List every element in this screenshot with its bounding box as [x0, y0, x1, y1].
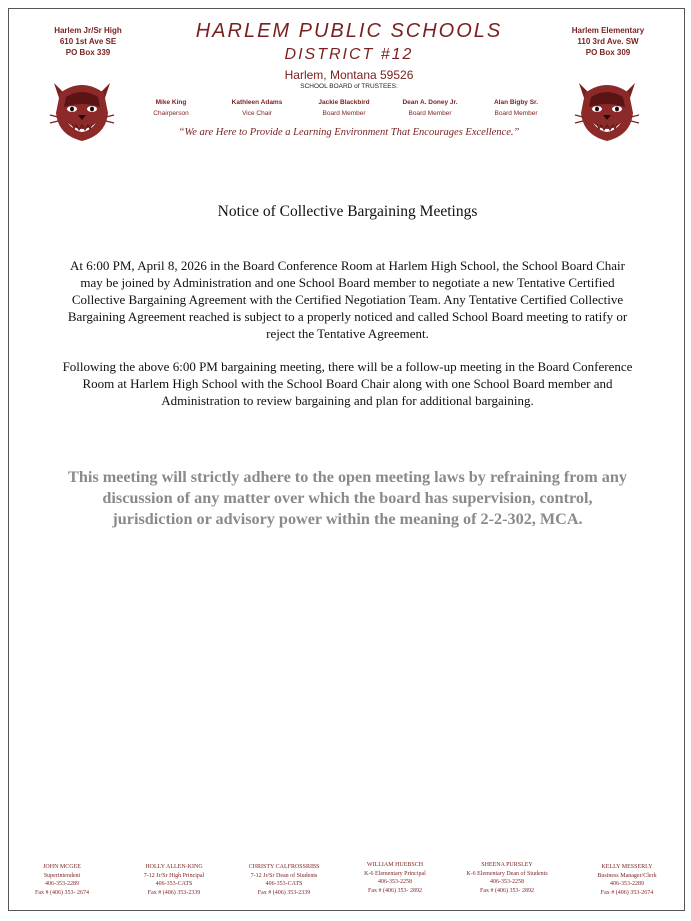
staff-name: SHEENA PURSLEY [481, 862, 533, 868]
right-school-address [553, 25, 663, 58]
staff-phone: 406-353-CATS [265, 881, 303, 887]
staff-title: Business Manager/Clerk [597, 872, 657, 879]
trustee [217, 97, 297, 119]
trustee-role: Board Member [322, 110, 366, 117]
trustee-name: Dean A. Doney Jr. [402, 99, 458, 106]
trustee [131, 97, 211, 119]
staff-title: 7-12 Jr/Sr High Principal [143, 872, 205, 879]
trustee [390, 97, 470, 119]
left-school-street: 610 1st Ave SE [59, 37, 117, 46]
staff-contact [119, 863, 229, 897]
left-school-po-box: PO Box 339 [65, 48, 111, 57]
city-line: Harlem, Montana 59526 [284, 68, 414, 82]
motto: “We are Here to Provide a Learning Environment That Encourages Excellence.” [178, 127, 520, 138]
staff-contact [572, 863, 682, 897]
trustee-name: Mike King [155, 99, 187, 106]
staff-fax: Fax # (406) 353-2674 [600, 889, 654, 896]
school-title: HARLEM PUBLIC SCHOOLS [195, 20, 503, 42]
staff-title: K-6 Elementary Dean of Students [466, 870, 548, 877]
staff-name: WILLIAM HUEBSCH [366, 862, 424, 868]
staff-name: JOHN MCGEE [43, 864, 81, 870]
letterhead-page [8, 8, 685, 911]
wildcat-logo-icon [571, 73, 643, 145]
staff-contact [340, 861, 450, 895]
staff-phone: 406-353-CATS [155, 881, 193, 887]
staff-contact [7, 863, 117, 897]
staff-phone: 406-353-2258 [378, 879, 412, 885]
trustee [476, 97, 556, 119]
staff-phone: 406-353-2258 [490, 879, 524, 885]
trustee-name: Alan Bigby Sr. [493, 99, 539, 106]
staff-contact [229, 863, 339, 897]
staff-fax: Fax # (406) 353-2339 [147, 889, 201, 896]
staff-title: Superintendent [43, 872, 81, 879]
staff-title: K-6 Elementary Principal [364, 870, 426, 877]
staff-name: HOLLY ALLEN-KING [145, 864, 203, 870]
trustee-name: Jackie Blackbird [318, 99, 370, 106]
trustee-role: Board Member [408, 110, 452, 117]
trustee [304, 97, 384, 119]
left-school-name: Harlem Jr/Sr High [54, 26, 122, 35]
right-school-street: 110 3rd Ave. SW [577, 37, 639, 46]
wildcat-logo-icon [46, 73, 118, 145]
staff-name: CHRISTY CALFROSSRIBS [248, 864, 320, 870]
notice-paragraph: Following the above 6:00 PM bargaining meeting, there will be a follow-up meeting in the Board Conference Room at Harlem High School with the School Board Chair along with one School Board member and Administration to review bargaining and plan for additional bargaining. [62, 359, 633, 408]
staff-contact [452, 861, 562, 895]
open-meeting-disclaimer: This meeting will strictly adhere to the open meeting laws by refraining from any discussion of any matter over which the board has supervision, control, jurisdiction or advisory power within the meaning of 2-2-302, MCA. [68, 468, 627, 528]
district-title: DISTRICT #12 [284, 46, 414, 63]
trustee-role: Board Member [494, 110, 538, 117]
staff-fax: Fax # (406) 353- 2674 [35, 889, 89, 896]
staff-phone: 406-353-2289 [45, 881, 79, 887]
staff-name: KELLY MESSERLY [601, 864, 653, 870]
right-school-po-box: PO Box 309 [585, 48, 631, 57]
left-school-address [33, 25, 143, 58]
right-school-name: Harlem Elementary [571, 26, 645, 35]
staff-fax: Fax # (406) 353-2339 [257, 889, 311, 896]
trustee-name: Kathleen Adams [231, 99, 283, 106]
staff-fax: Fax # (406) 353- 2892 [480, 887, 534, 894]
notice-paragraph: At 6:00 PM, April 8, 2026 in the Board Conference Room at Harlem High School, the School Board Chair may be joined by Administration and one School Board member to negotiate a new Tentative Certified Collective Bargaining Agreement with the Certified Negotiation Team. Any Tentative Certified Collective Bargaining Agreement reached is subject to a properly noticed and called School Board meeting to ratify or reject the Tentative Agreement. [67, 258, 628, 341]
staff-fax: Fax # (406) 353- 2892 [368, 887, 422, 894]
trustee-role: Chairperson [153, 110, 189, 117]
notice-title: Notice of Collective Bargaining Meetings [217, 203, 478, 220]
trustee-role: Vice Chair [242, 110, 272, 117]
board-label: SCHOOL BOARD of TRUSTEES: [300, 83, 398, 90]
staff-phone: 406-353-2289 [610, 881, 644, 887]
staff-title: 7-12 Jr/Sr Dean of Students [250, 872, 318, 879]
